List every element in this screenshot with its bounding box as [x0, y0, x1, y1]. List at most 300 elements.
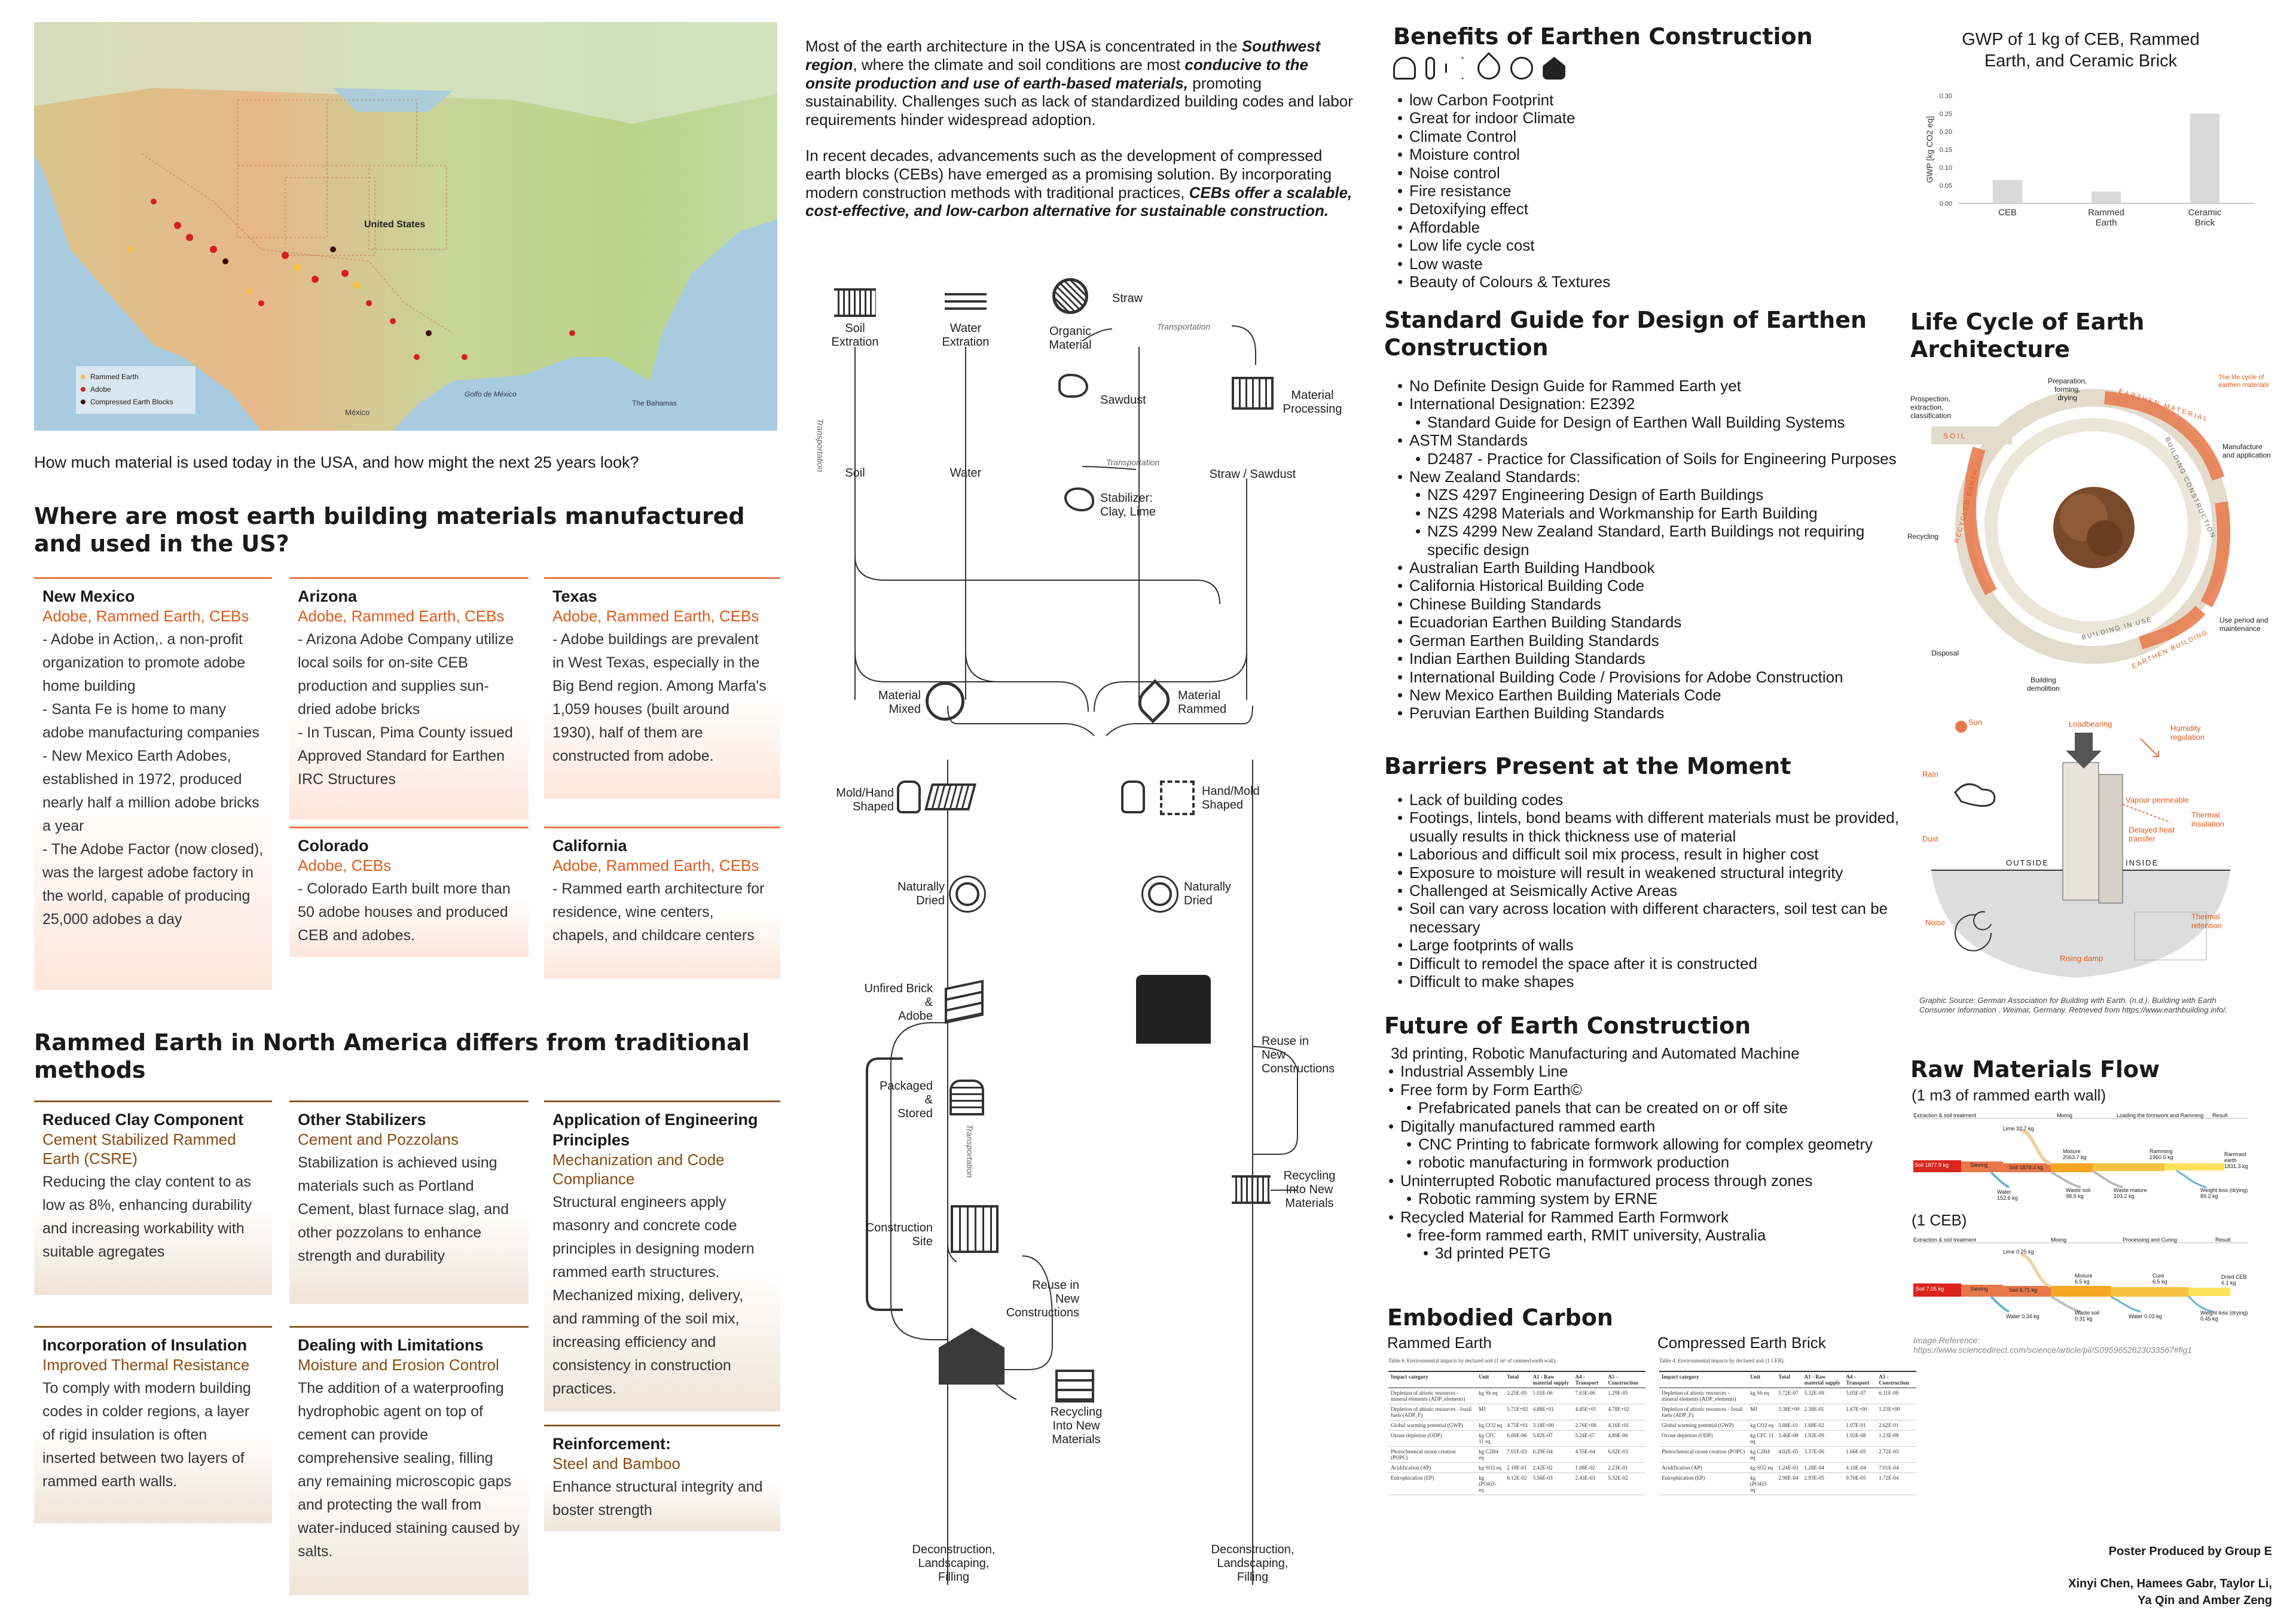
- state-materials: Adobe, Rammed Earth, CEBs: [42, 607, 249, 625]
- list-item: • ASTM Standards: [1409, 431, 1910, 449]
- label-deconstruction-2: Deconstruction, Landscaping, Filling: [1211, 1543, 1294, 1584]
- wall-delayed: Delayed heat transfer: [2129, 825, 2175, 843]
- y-tick-label: 0.05: [1939, 182, 1952, 190]
- method-sub: Cement and Pozzolans: [298, 1130, 459, 1148]
- table-header-cell: Impact category: [1388, 1371, 1476, 1388]
- list-item: • free-form rammed earth, RMIT university, Australia: [1418, 1226, 1913, 1244]
- table-cell: 4.02E-05: [1776, 1447, 1802, 1463]
- list-group: [1396, 377, 1910, 395]
- re-lime: Lime 32.7 kg: [2003, 1126, 2034, 1132]
- y-tick-label: 0.25: [1939, 111, 1952, 118]
- wall-thermal-insulation: Thermal insulation: [2191, 810, 2224, 828]
- list-group: [1387, 1153, 1913, 1171]
- wall-outside: OUTSIDE: [2006, 858, 2049, 867]
- graphic-source: Graphic Source: German Association for Building with Earth. (n.d.). Building with Earth Consumer Information . Weimar, Germany. Retrieved from https://www.earthbuilding.info/.: [1919, 996, 2228, 1014]
- table-cell: 4.88E+01: [1531, 1404, 1573, 1420]
- y-tick-label: 0.30: [1939, 93, 1952, 100]
- label-reuse-1: Reuse in New Constructions: [1006, 1279, 1079, 1319]
- list-item: • New Mexico Earthen Building Materials Code: [1409, 686, 1910, 704]
- category-label: Ceramic Brick: [2188, 208, 2222, 228]
- wall-diagram: [1919, 715, 2242, 990]
- table-rammed-earth: [1388, 1371, 1645, 1495]
- table-header-row: [1659, 1371, 1916, 1388]
- re-mixture: Mixture 2063.7 kg: [2063, 1148, 2087, 1160]
- list-item: • Indian Earthen Building Standards: [1409, 650, 1910, 667]
- wall-sun: Sun: [1968, 718, 1983, 727]
- label-organic-material: Organic Material: [1049, 325, 1092, 352]
- benefit-item: • Fire resistance: [1409, 182, 1935, 200]
- method-text: Structural engineers apply masonry and concrete code principles in designing modern rammed earth structures. Mechanized mixing, delivery, and ramming of the soil mix, increasing efficiency and consistency in construction practices.: [552, 1194, 755, 1397]
- wall-thermal-retention: Thermal retention: [2191, 912, 2222, 930]
- table-cell: 1.08E-02: [1573, 1463, 1606, 1473]
- method-text: Stabilization is achieved using materials such as Portland Cement, blast furnace slag, and other pozzolans to enhance strength and durability: [298, 1154, 509, 1264]
- benefit-item: • Moisture control: [1409, 145, 1935, 163]
- list-group: [1396, 486, 1910, 504]
- label-transportation-4: Transportation: [965, 1124, 975, 1178]
- guide-list: [1396, 377, 1910, 722]
- benefits-title: Benefits of Earthen Construction: [1393, 23, 1813, 50]
- benefit-item: • low Carbon Footprint: [1409, 91, 1935, 109]
- table-cell: 1.29E-05: [1605, 1388, 1645, 1404]
- table-cell: 1.28E-04: [1802, 1463, 1844, 1473]
- label-straw: Straw: [1112, 292, 1143, 305]
- list-group: [1396, 668, 1910, 686]
- barrier-item: • Challenged at Seismically Active Areas: [1409, 882, 1912, 900]
- ceb-stage-3: Processing and Curing: [2123, 1237, 2178, 1243]
- list-group: [1387, 1117, 1913, 1135]
- method-sub: Mechanization and Code Compliance: [552, 1151, 725, 1188]
- wall-vapour: Vapour permeable: [2126, 795, 2189, 804]
- table-row: [1388, 1473, 1645, 1495]
- table-cell: 1.92E-08: [1843, 1431, 1876, 1447]
- table-cell: 2.76E+00: [1573, 1420, 1606, 1431]
- table-cell: 2.42E-02: [1531, 1463, 1573, 1473]
- wall-humidity: Humidity regulation: [2170, 724, 2205, 742]
- map-label-gulf: Golfo de México: [465, 390, 517, 398]
- table-cell: 7.63E-06: [1573, 1388, 1606, 1404]
- list-item: • Digitally manufactured rammed earth: [1400, 1117, 1913, 1135]
- lc-soil: SOIL: [1943, 432, 1967, 440]
- wall-noise: Noise: [1925, 918, 1946, 927]
- table-row: [1659, 1431, 1916, 1447]
- wall-dust: Dust: [1922, 834, 1938, 843]
- y-axis-label: GWP [kg CO2 eq]: [1925, 116, 1934, 183]
- table-cell: 1.23E-08: [1876, 1431, 1916, 1447]
- table-row: [1388, 1404, 1645, 1420]
- ceb-soil: Soil 7.05 kg: [1916, 1286, 1944, 1292]
- chart-title: GWP of 1 kg of CEB, Rammed Earth, and Ceramic Brick: [1962, 30, 2200, 71]
- lc-recycled-earth: RECYCLED EARTH: [1953, 468, 1980, 544]
- intro-paragraph-1: Most of the earth architecture in the USA is concentrated in the Southwest region, where the climate and soil conditions are most conducive to the onsite production and use of earth-based materials, promoting sustainability. Challenges such as lack of standardized building codes and labor requirements hinder widespread adoption.: [805, 37, 1353, 129]
- ceb-mixture: Mixture 6.5 kg: [2075, 1273, 2093, 1285]
- list-item: • Chinese Building Standards: [1409, 595, 1910, 613]
- table-cell: 5.24E-07: [1573, 1431, 1606, 1447]
- list-item: • Robotic ramming system by ERNE: [1418, 1190, 1913, 1208]
- table-cell: kg (PO4)3- eq: [1476, 1473, 1504, 1495]
- brick-mold-icon: [924, 783, 976, 810]
- table-cell: 6.00E-06: [1504, 1431, 1530, 1447]
- table-row: [1659, 1388, 1916, 1404]
- table-cell: Depletion of abiotic resources - mineral elements (ADP_elements): [1659, 1388, 1748, 1404]
- list-group: [1387, 1208, 1913, 1226]
- ceb-soil2: Soil 6.71 kg: [2009, 1287, 2038, 1293]
- legend-dot-icon: [81, 387, 86, 392]
- state-materials: Adobe, Rammed Earth, CEBs: [552, 856, 759, 874]
- method-card-reinforcement: [544, 1425, 780, 1531]
- list-group: [1387, 1099, 1913, 1117]
- state-text: - Colorado Earth built more than 50 adobe houses and produced CEB and adobes.: [298, 880, 511, 944]
- lifecycle-title: Life Cycle of Earth Architecture: [1910, 309, 2145, 362]
- list-item: • CNC Printing to fabricate formwork allowing for complex geometry: [1418, 1135, 1913, 1153]
- table-header-cell: A4 - Transport: [1573, 1371, 1606, 1388]
- table-cell: kg SO2 eq: [1476, 1463, 1504, 1473]
- table-header-cell: Total: [1776, 1371, 1802, 1388]
- lc-earthen-material: EARTHEN MATERIAL: [2118, 387, 2210, 424]
- rammed-title: Rammed Earth in North America differs from traditional methods: [34, 1029, 750, 1083]
- label-straw-sawdust: Straw / Sawdust: [1209, 468, 1296, 481]
- re-waste-soil: Waste soil 98.9 kg: [2066, 1187, 2091, 1199]
- table-cell: 5.72E-07: [1776, 1388, 1802, 1404]
- table-cell: 7.01E-04: [1876, 1463, 1916, 1473]
- list-item: • Uninterrupted Robotic manufactured process through zones: [1400, 1172, 1913, 1190]
- house-outline-icon: [1393, 57, 1416, 80]
- table-cell: kg CFC 11 eq: [1748, 1431, 1776, 1447]
- ceb-water: Water 0.34 kg: [2006, 1313, 2039, 1319]
- image-reference: Image Reference: https://www.sciencedirect.com/science/article/pii/S0959652623033567#fig1: [1913, 1336, 2193, 1355]
- list-item: • International Designation: E2392: [1409, 395, 1910, 413]
- list-group: [1396, 395, 1910, 413]
- table-cell: kg SO2 eq: [1748, 1463, 1776, 1473]
- ceb-label: Compressed Earth Brick: [1657, 1334, 1826, 1352]
- list-item: • NZS 4297 Engineering Design of Earth Buildings: [1427, 486, 1910, 504]
- state-name: Colorado: [298, 837, 369, 855]
- ceb-waste-soil: Waste soil 0.31 kg: [2075, 1310, 2100, 1322]
- method-card-limitations: [289, 1326, 529, 1595]
- benefits-list: [1396, 91, 1935, 291]
- barrier-item: • Difficult to make shapes: [1409, 972, 1912, 990]
- list-group: [1396, 613, 1910, 631]
- table-cell: 2.62E-01: [1876, 1420, 1916, 1431]
- mold-frame-icon: [1160, 780, 1195, 815]
- rammed-earth-label: Rammed Earth: [1387, 1334, 1492, 1352]
- re-stage-4: Result: [2212, 1112, 2228, 1118]
- method-text: The addition of a waterproofing hydrophobic agent on top of cement can provide comprehensive sealing, filling any remaining microscopic gaps and protecting the wall from water-induced staining caused by salts.: [298, 1380, 520, 1560]
- category-label: Rammed Earth: [2088, 208, 2124, 228]
- process-flow-diagram: [801, 269, 1363, 1597]
- table-cell: 2.43E-03: [1573, 1473, 1606, 1495]
- state-materials: Adobe, Rammed Earth, CEBs: [552, 607, 759, 625]
- legend-ceb: Compressed Earth Blocks: [81, 396, 191, 408]
- list-group: [1396, 431, 1910, 449]
- usa-map: [34, 22, 777, 431]
- table-cell: 2.23E-01: [1605, 1463, 1645, 1473]
- list-item: • NZS 4299 New Zealand Standard, Earth Buildings not requiring specific design: [1427, 522, 1910, 559]
- benefits-icons: [1393, 57, 1573, 83]
- map-legend: [76, 366, 196, 414]
- list-group: [1387, 1190, 1913, 1208]
- list-group: [1396, 450, 1910, 468]
- re-stage-1: Extraction & soil treatment: [1913, 1112, 1977, 1118]
- intro-paragraph-2: In recent decades, advancements such as the development of compressed earth blocks (CEBs) have emerged as a promising solution. By incorporating modern construction methods with traditional practices, CEBs offer a scalable, cost-effective, and low-carbon alternative for sustainable construction.: [805, 147, 1352, 220]
- barrier-item: • Exposure to moisture will result in weakened structural integrity: [1409, 864, 1912, 882]
- table-header-row: [1388, 1371, 1645, 1388]
- bar-1: [2092, 191, 2121, 203]
- list-group: [1387, 1172, 1913, 1190]
- table-cell: kg Sb eq: [1748, 1388, 1776, 1404]
- label-water: Water: [949, 467, 982, 480]
- table-cell: 6.29E-04: [1531, 1447, 1573, 1463]
- bar-2: [2190, 114, 2220, 203]
- lc-use-period: Use period and maintenance: [2219, 616, 2268, 633]
- water-extraction-icon: [945, 288, 987, 312]
- benefit-item: • Beauty of Colours & Textures: [1409, 273, 1935, 291]
- table-cell: kg CO2 eq: [1748, 1420, 1776, 1431]
- label-hand-mold: Hand/Mold Shaped: [1202, 785, 1260, 812]
- home-solid-icon: [1543, 57, 1565, 80]
- state-card-colorado: [289, 827, 529, 957]
- list-group: [1387, 1044, 1913, 1062]
- y-tick-label: 0.20: [1939, 129, 1952, 136]
- table-cell: 1.24E-03: [1776, 1463, 1802, 1473]
- state-text: - Adobe in Action,. a non-profit organization to promote adobe home building - Santa Fe is home to many adobe manufacturing companies - New Mexico Earth Adobes, established in 1972, produced nearly half a million adobe bricks a year - The Adobe Factor (now closed), was the largest adobe factory in the world, capable of producing 25,000 adobes a day: [42, 631, 264, 928]
- ceb-stage-2: Mixing: [2051, 1237, 2067, 1243]
- table-row: [1659, 1420, 1916, 1431]
- table-header-cell: A4 - Transport: [1843, 1371, 1876, 1388]
- table-cell: Photochemical ozone creation (POPC): [1659, 1447, 1748, 1463]
- ceb-lime: Lime 0.25 kg: [2003, 1249, 2034, 1255]
- table-cell: 4.89E-06: [1605, 1431, 1645, 1447]
- list-item: • International Building Code / Provisions for Adobe Construction: [1409, 668, 1910, 686]
- re-soil: Soil 1877.9 kg: [1915, 1162, 1949, 1168]
- table-header-cell: Unit: [1476, 1371, 1504, 1388]
- list-group: [1396, 468, 1910, 486]
- table-cell: kg C2H4 eq: [1748, 1447, 1776, 1463]
- table-cell: 4.16E+01: [1605, 1420, 1645, 1431]
- y-tick-label: 0.10: [1939, 164, 1952, 172]
- table-cell: 1.67E+00: [1843, 1404, 1876, 1420]
- label-naturally-dried-1: Naturally Dried: [897, 880, 945, 907]
- list-group: [1396, 595, 1910, 613]
- table-ceb: [1659, 1371, 1916, 1495]
- table-row: [1388, 1463, 1645, 1473]
- list-item: • NZS 4298 Materials and Workmanship for Earth Building: [1427, 504, 1910, 522]
- table-header-cell: A1 - Raw material supply: [1802, 1371, 1844, 1388]
- list-item: • D2487 - Practice for Classification of Soils for Engineering Purposes: [1427, 450, 1910, 468]
- future-title: Future of Earth Construction: [1384, 1013, 1751, 1039]
- state-card-california: [544, 827, 780, 979]
- table-cell: 1.92E-09: [1802, 1431, 1844, 1447]
- drop-icon: [1473, 52, 1505, 84]
- table-cell: 1.07E-01: [1843, 1420, 1876, 1431]
- re-stage-3: Loading the formwork and Ramming: [2117, 1112, 2204, 1118]
- wall-svg: [1919, 715, 2242, 990]
- legend-adobe: Adobe: [81, 383, 191, 396]
- label-recycling-2: Recycling Into New Materials: [1283, 1169, 1336, 1210]
- table-cell: 3.46E-08: [1776, 1431, 1802, 1447]
- thermometer-icon: [1425, 57, 1435, 80]
- future-list: [1387, 1044, 1913, 1263]
- method-name: Dealing with Limitations: [298, 1336, 484, 1354]
- table-cell: 3.88E-01: [1776, 1420, 1802, 1431]
- method-sub: Cement Stabilized Rammed Earth (CSRE): [42, 1130, 236, 1167]
- label-mold-hand: Mold/Hand Shaped: [836, 786, 894, 813]
- label-material-mixed: Material Mixed: [878, 689, 921, 716]
- list-item: • New Zealand Standards:: [1409, 468, 1910, 486]
- table-cell: Acidification (AP): [1659, 1463, 1748, 1473]
- state-card-new-mexico: [34, 577, 272, 990]
- list-group: [1396, 686, 1910, 704]
- fire-icon: [1510, 57, 1533, 80]
- legend-dot-icon: [81, 400, 86, 404]
- label-recycling-1: Recycling Into New Materials: [1050, 1405, 1103, 1446]
- guide-title: Standard Guide for Design of Earthen Construction: [1384, 307, 1867, 361]
- label-construction-site: Construction Site: [865, 1221, 933, 1248]
- wall-rain: Rain: [1922, 770, 1938, 779]
- table-cell: 5.71E+02: [1504, 1404, 1530, 1420]
- map-label-bahamas: The Bahamas: [632, 399, 677, 407]
- table-cell: 6.82E-03: [1605, 1447, 1645, 1463]
- list-item: • robotic manufacturing in formwork production: [1418, 1153, 1913, 1171]
- method-sub: Steel and Bamboo: [552, 1455, 680, 1472]
- label-material-processing: Material Processing: [1283, 389, 1342, 416]
- ceb-weight-loss: Weight loss (drying) 0.45 kg: [2200, 1310, 2248, 1322]
- table-cell: 2.25E-05: [1504, 1388, 1530, 1404]
- state-card-texas: [544, 577, 780, 798]
- table-header-cell: A1 - Raw material supply: [1531, 1371, 1573, 1388]
- lc-recycling: Recycling: [1907, 532, 1939, 541]
- list-item: • Free form by Form Earth©: [1400, 1081, 1913, 1099]
- label-deconstruction-1: Deconstruction, Landscaping, Filling: [912, 1543, 996, 1584]
- re-waste-mat: Waste mature 103.2 kg: [2114, 1187, 2147, 1199]
- list-item: • Recycled Material for Rammed Earth Formwork: [1400, 1208, 1913, 1226]
- ceb-water2: Water 0.03 kg: [2129, 1313, 2162, 1319]
- table-cell: kg CO2 eq: [1476, 1420, 1504, 1431]
- table-cell: Photochemical ozone creation (POPC): [1388, 1447, 1476, 1463]
- list-group: [1396, 522, 1910, 559]
- list-item: • Standard Guide for Design of Earthen Wall Building Systems: [1427, 413, 1910, 431]
- speaker-icon: [1445, 57, 1468, 80]
- mixed-icon: [926, 682, 964, 721]
- table-header-cell: A5 - Construction: [1605, 1371, 1645, 1388]
- table-cell: Global warming potential (GWP): [1388, 1420, 1476, 1431]
- table-row: [1388, 1431, 1645, 1447]
- state-name: California: [552, 837, 627, 855]
- table-row: [1659, 1473, 1916, 1495]
- table-caption-ceb: Table 4. Environmental impacts by declared unit (1 CEB).: [1659, 1358, 1785, 1364]
- list-group: [1387, 1081, 1913, 1099]
- label-transportation-3: Transportation: [816, 419, 825, 472]
- state-text: - Adobe buildings are prevalent in West Texas, especially in the Big Bend region. Among Marfa's 1,059 houses (built around 1930), half of them are constructed from adobe.: [552, 631, 767, 764]
- lc-prospection: Prospection, extraction, classification: [1910, 395, 1952, 420]
- label-transportation-1: Transportation: [1157, 322, 1211, 331]
- table-cell: 5.32E-02: [1605, 1473, 1645, 1495]
- lc-red-note: The life cycle of earthen materials: [2218, 374, 2269, 389]
- lc-manufacture: Manufacture and application: [2222, 443, 2271, 459]
- method-card-insulation: [34, 1326, 272, 1523]
- barriers-list: [1396, 791, 1912, 990]
- list-group: [1396, 559, 1910, 577]
- method-sub: Improved Thermal Resistance: [42, 1356, 250, 1374]
- re-soil2: Soil 1878.4 kg: [2009, 1164, 2044, 1170]
- raw-ceb-label: (1 CEB): [1912, 1211, 1967, 1229]
- table-cell: 5.56E-03: [1531, 1473, 1573, 1495]
- factory-icon: [1232, 377, 1274, 410]
- ceb-stage-1: Extraction & soil treatment: [1913, 1237, 1977, 1243]
- raw-flow-rammed-earth: [1913, 1112, 2248, 1208]
- credit-title: Poster Produced by Group E: [2108, 1545, 2272, 1558]
- sun-icon: [955, 882, 979, 906]
- state-text: - Arizona Adobe Company utilize local soils for on-site CEB production and supplies sun-dried adobe bricks - In Tuscan, Pima County issued Approved Standard for Earthen IRC Structures: [298, 631, 514, 788]
- re-stage-2: Mixing: [2057, 1112, 2073, 1118]
- benefit-item: • Noise control: [1409, 164, 1935, 182]
- table-cell: Ozone depletion (ODP): [1659, 1431, 1748, 1447]
- ceb-stage-4: Result: [2215, 1237, 2231, 1243]
- benefit-item: • Affordable: [1409, 218, 1935, 236]
- table-cell: 2.72E-05: [1876, 1447, 1916, 1463]
- credit-names: Xinyi Chen, Hamees Gabr, Taylor Li, Ya Qin and Amber Zeng: [2068, 1577, 2272, 1607]
- label-naturally-dried-2: Naturally Dried: [1184, 880, 1231, 907]
- benefit-item: • Climate Control: [1409, 127, 1935, 145]
- sawdust-icon: [1058, 374, 1088, 398]
- list-group: [1387, 1062, 1913, 1080]
- label-packaged: Packaged & Stored: [880, 1080, 933, 1120]
- list-group: [1396, 704, 1910, 722]
- list-item: • Industrial Assembly Line: [1400, 1062, 1913, 1080]
- list-group: [1396, 650, 1910, 667]
- table-header-cell: A5 - Construction: [1876, 1371, 1916, 1388]
- hand-icon: [897, 780, 921, 813]
- lifecycle-diagram: [1907, 365, 2278, 700]
- barrier-item: • Difficult to remodel the space after it is constructed: [1409, 955, 1912, 972]
- table-header-cell: Unit: [1748, 1371, 1776, 1388]
- warehouse-icon: [949, 1080, 984, 1115]
- table-cell: 1.01E-06: [1531, 1388, 1573, 1404]
- method-name: Other Stabilizers: [298, 1111, 426, 1129]
- table-cell: 1.72E-04: [1876, 1473, 1916, 1495]
- method-sub: Moisture and Erosion Control: [298, 1356, 499, 1374]
- re-water: Water 152.6 kg: [1997, 1189, 2018, 1201]
- list-item: • German Earthen Building Standards: [1409, 632, 1910, 650]
- table-cell: kg CFC 11 eq: [1476, 1431, 1504, 1447]
- y-tick-label: 0.00: [1939, 200, 1952, 208]
- label-material-rammed: Material Rammed: [1178, 689, 1227, 716]
- barrier-item: • Footings, lintels, bond beams with different materials must be provided, usually results in thick thickness use of material: [1409, 809, 1912, 845]
- ceb-cure: Cure 6.5 kg: [2152, 1273, 2167, 1285]
- table-cell: kg Sb eq: [1476, 1388, 1504, 1404]
- table-cell: 2.38E-01: [1802, 1404, 1844, 1420]
- table-caption-re: Table 6. Environmental impacts by declared unit (1 m³ of rammed earth wall).: [1388, 1358, 1557, 1364]
- list-item: • No Definite Design Guide for Rammed Earth yet: [1409, 377, 1910, 395]
- label-stabilizer: Stabilizer: Clay, Lime: [1100, 492, 1156, 519]
- state-materials: Adobe, CEBs: [298, 856, 392, 874]
- label-soil-extraction: Soil Extration: [831, 322, 879, 349]
- raw-re-label: (1 m3 of rammed earth wall): [1912, 1086, 2106, 1104]
- list-group: [1396, 632, 1910, 650]
- lc-disposal: Disposal: [1931, 649, 1959, 657]
- table-cell: 7.01E-03: [1504, 1447, 1530, 1463]
- label-reuse-2: Reuse in New Constructions: [1262, 1035, 1335, 1075]
- benefit-item: • Low life cycle cost: [1409, 236, 1935, 254]
- method-name: Reinforcement:: [552, 1435, 671, 1453]
- table-row: [1388, 1420, 1645, 1431]
- list-group: [1396, 413, 1910, 431]
- table-row: [1388, 1388, 1645, 1404]
- list-item: • 3d printed PETG: [1435, 1244, 1913, 1262]
- table-cell: 1.68E-02: [1802, 1420, 1844, 1431]
- method-name: Incorporation of Insulation: [42, 1336, 247, 1354]
- construction-site-icon: [951, 1205, 999, 1253]
- table-cell: Eutrophication (EP): [1388, 1473, 1476, 1495]
